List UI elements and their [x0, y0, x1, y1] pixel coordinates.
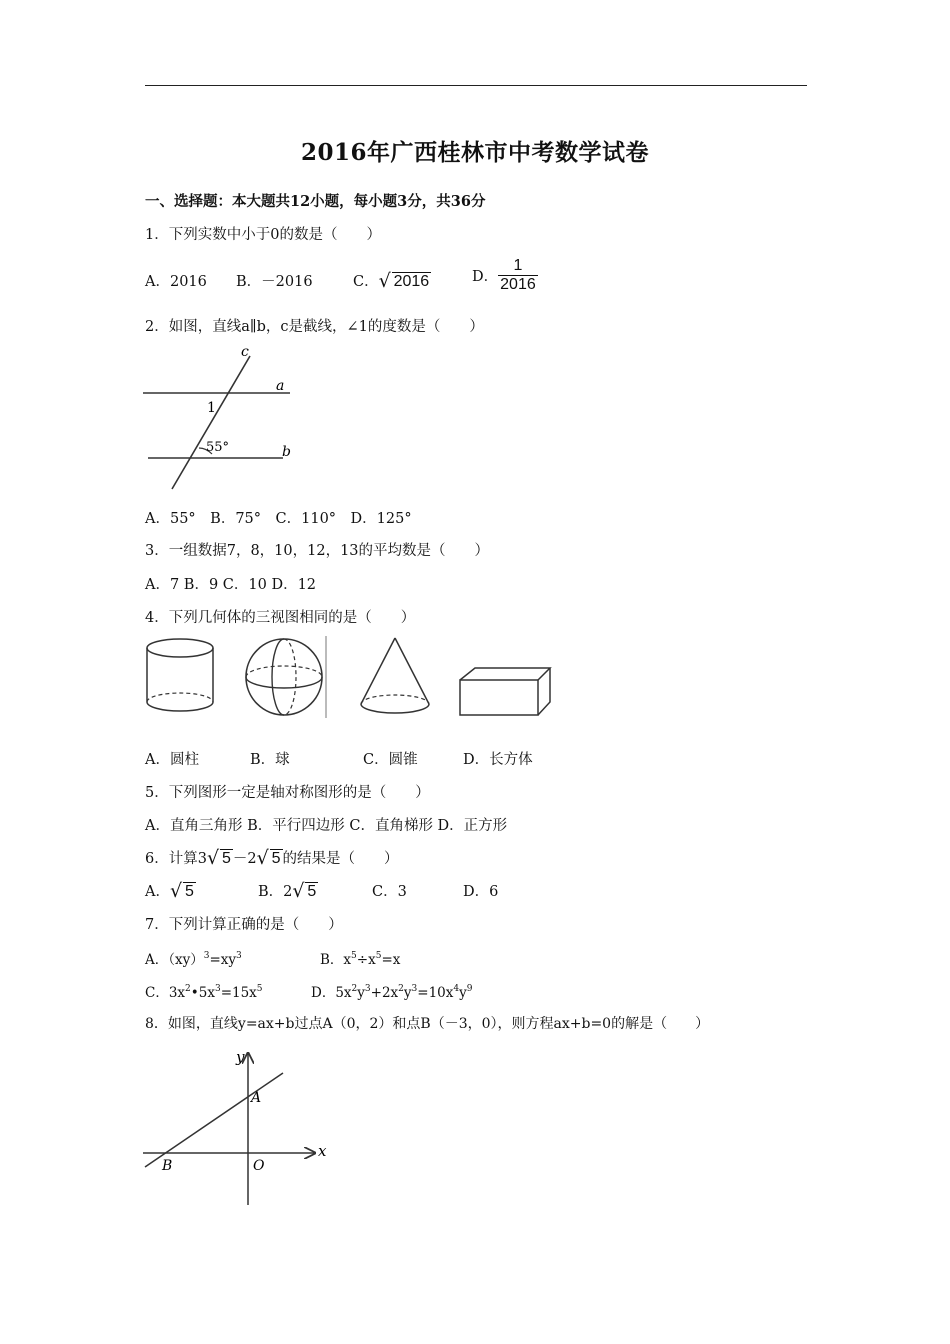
q1-option-b: B．－2016 — [236, 274, 313, 290]
question-8-stem: 8．如图，直线y=ax+b过点A（0，2）和点B（－3，0），则方程ax+b=0的解是（ ） — [145, 1016, 710, 1032]
radicand: 2016 — [393, 273, 430, 290]
sqrt-5 — [292, 880, 318, 902]
q7-d-text: D．5x — [311, 985, 352, 1001]
label-a: a — [276, 378, 285, 394]
numerator: 1 — [513, 257, 523, 274]
exponent: 4 — [453, 984, 460, 994]
question-2-stem: 2．如图，直线a∥b，c是截线，∠1的度数是（ ） — [145, 319, 484, 335]
question-5-stem: 5．下列图形一定是轴对称图形的是（ ） — [145, 785, 430, 801]
exponent: 2 — [351, 984, 358, 994]
cuboid-figure — [455, 660, 555, 720]
q7-b-text: =x — [381, 952, 401, 968]
label-point-a: A — [251, 1090, 262, 1106]
question-7-stem: 7．下列计算正确的是（ ） — [145, 917, 343, 933]
q2-options: A．55° B．75° C．110° D．125° — [145, 511, 412, 527]
exponent: 9 — [466, 984, 473, 994]
radicand: 5 — [184, 883, 194, 900]
q7-c-text: •5x — [190, 985, 215, 1001]
q4-option-a: A．圆柱 — [145, 752, 199, 768]
cylinder-figure — [143, 634, 219, 720]
exponent: 2 — [185, 984, 191, 994]
question-3-stem: 3．一组数据7，8，10，12，13的平均数是（ ） — [145, 543, 490, 559]
exponent: 3 — [214, 984, 221, 994]
q6-stem-middle: －2 — [232, 851, 257, 867]
q1-option-d-label: D． — [472, 269, 499, 285]
sqrt-2016 — [378, 270, 432, 292]
radical-sign-icon: √ — [378, 270, 391, 292]
q7-option-c — [145, 981, 263, 1001]
q7-b-text: ÷x — [356, 952, 376, 968]
label-y: y — [236, 1048, 245, 1066]
label-point-b: B — [162, 1158, 173, 1174]
exponent: 3 — [364, 984, 371, 994]
q7-a-text: =xy — [209, 952, 237, 968]
radical-sign-icon: √ — [256, 847, 269, 869]
parallel-lines-figure — [140, 342, 300, 494]
radicand: 5 — [271, 850, 281, 867]
question-1-stem: 1．下列实数中小于0的数是（ ） — [145, 227, 381, 243]
q7-b-text: B．x — [320, 952, 352, 968]
exponent: 3 — [203, 951, 210, 961]
q6-option-a — [145, 880, 196, 901]
q7-a-text: A．（xy） — [145, 952, 204, 968]
line-c — [172, 356, 250, 489]
q4-option-c: C．圆锥 — [363, 752, 418, 768]
q6-option-b-label: B．2 — [258, 884, 293, 900]
header-rule — [145, 85, 807, 86]
q7-c-text: =15x — [220, 985, 257, 1001]
q7-option-b — [320, 948, 400, 968]
radicand: 5 — [307, 883, 317, 900]
exponent: 5 — [351, 951, 357, 961]
q6-stem-prefix: 6．计算3 — [145, 851, 207, 867]
q4-option-b: B．球 — [250, 752, 290, 768]
fraction-1-2016 — [498, 257, 538, 294]
q1-option-a: A．2016 — [145, 274, 207, 290]
cone-figure — [356, 634, 438, 720]
q7-d-text: y — [403, 985, 412, 1001]
q7-d-text: =10x — [417, 985, 454, 1001]
page-title: 2016年广西桂林市中考数学试卷 — [300, 139, 649, 166]
q7-option-d — [311, 981, 472, 1001]
q3-options: A．7 B．9 C．10 D．12 — [145, 577, 317, 593]
exponent: 2 — [398, 984, 404, 994]
linear-function-graph — [140, 1045, 335, 1210]
label-angle-55: 55° — [206, 440, 230, 455]
q6-option-a-label: A． — [145, 884, 170, 900]
question-4-stem: 4．下列几何体的三视图相同的是（ ） — [145, 610, 416, 626]
q7-c-text: C．3x — [145, 985, 186, 1001]
q7-d-text: y — [459, 985, 467, 1001]
denominator: 2016 — [500, 276, 536, 293]
sqrt-5 — [206, 847, 233, 869]
q6-option-d: D．6 — [463, 884, 499, 900]
radical-sign-icon: √ — [169, 880, 183, 902]
label-c: c — [241, 344, 249, 360]
sqrt-5 — [256, 847, 283, 869]
label-origin-o: O — [253, 1158, 265, 1174]
sqrt-5 — [169, 880, 196, 902]
q7-option-a — [145, 948, 242, 968]
sphere-figure — [243, 634, 333, 720]
label-b: b — [282, 444, 291, 460]
radicand: 5 — [221, 850, 231, 867]
exponent: 5 — [375, 951, 382, 961]
label-angle-1: 1 — [207, 400, 216, 416]
q1-option-c — [353, 270, 431, 291]
q7-d-text: y — [357, 985, 365, 1001]
label-x: x — [318, 1142, 327, 1160]
exponent: 5 — [256, 984, 263, 994]
q5-options: A．直角三角形 B．平行四边形 C．直角梯形 D．正方形 — [145, 818, 508, 834]
q1-option-c-label: C． — [353, 274, 379, 290]
radical-sign-icon: √ — [292, 880, 305, 902]
q7-d-text: +2x — [370, 985, 399, 1001]
q1-option-d — [472, 257, 538, 294]
q6-stem-suffix: 的结果是（ ） — [282, 851, 399, 867]
radical-sign-icon: √ — [206, 847, 220, 869]
q6-option-c: C．3 — [372, 884, 407, 900]
exponent: 3 — [236, 951, 242, 961]
question-6-stem — [145, 847, 399, 868]
q6-option-b — [258, 880, 318, 901]
q4-option-d: D．长方体 — [463, 752, 533, 768]
exponent: 3 — [411, 984, 418, 994]
section-heading: 一、选择题：本大题共12小题，每小题3分，共36分 — [145, 193, 486, 210]
